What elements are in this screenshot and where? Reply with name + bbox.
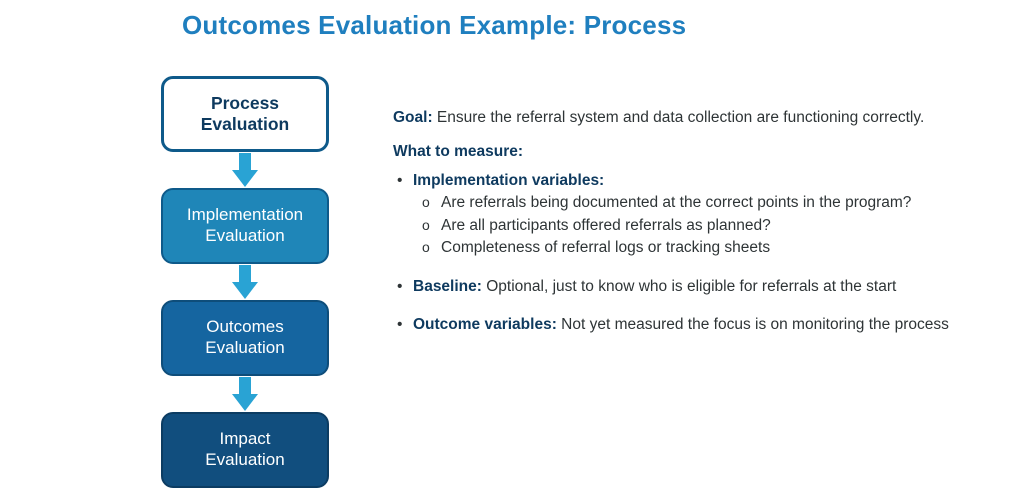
list-item xyxy=(413,193,1013,213)
hollow-bullet-icon: o xyxy=(422,194,430,211)
flow-node-impact-evaluation-line2: Evaluation xyxy=(205,450,285,469)
flow-arrow-3 xyxy=(161,376,329,412)
measure-bullet-list xyxy=(393,171,1013,336)
what-to-measure-heading xyxy=(393,142,1013,162)
page-title: Outcomes Evaluation Example: Process xyxy=(182,10,687,40)
list-item-text: Are referrals being documented at the correct points in the program? xyxy=(441,194,912,212)
flow-node-outcomes-evaluation[interactable] xyxy=(161,300,329,376)
down-arrow-icon xyxy=(232,153,258,187)
bullet-dot-icon: • xyxy=(397,277,403,295)
implementation-sub-list xyxy=(413,193,1013,258)
list-item-text: Completeness of referral logs or tracking sheets xyxy=(441,239,771,257)
baseline-label: Baseline: xyxy=(413,277,482,295)
flow-node-process-evaluation[interactable] xyxy=(161,76,329,152)
hollow-bullet-icon: o xyxy=(422,216,430,233)
goal-label: Goal: xyxy=(393,109,433,126)
hollow-bullet-icon: o xyxy=(422,239,430,256)
flow-node-outcomes-evaluation-line1: Outcomes xyxy=(206,317,284,337)
down-arrow-icon xyxy=(232,265,258,299)
outcome-variables-label: Outcome variables: xyxy=(413,316,557,334)
outcome-variables-text: Not yet measured the focus is on monitoring the process xyxy=(556,316,949,334)
bullet-outcome-variables xyxy=(393,315,1013,335)
list-item xyxy=(413,238,1013,258)
bullet-dot-icon: • xyxy=(397,171,403,189)
spacer xyxy=(393,301,1013,315)
flow-node-implementation-evaluation-line2: Evaluation xyxy=(205,226,285,245)
flow-node-process-evaluation-line2: Evaluation xyxy=(200,114,290,134)
list-item-text: Are all participants offered referrals as planned? xyxy=(441,216,771,234)
flow-arrow-2 xyxy=(161,264,329,300)
flow-node-impact-evaluation[interactable] xyxy=(161,412,329,488)
process-flow-diagram xyxy=(161,76,329,488)
flow-node-process-evaluation-line1: Process xyxy=(210,92,280,113)
down-arrow-icon xyxy=(232,377,258,411)
bullet-implementation-variables xyxy=(393,171,1013,259)
baseline-text: Optional, just to know who is eligible for referrals at the start xyxy=(481,277,897,295)
flow-arrow-1 xyxy=(161,152,329,188)
bullet-baseline xyxy=(393,277,1013,297)
flow-node-implementation-evaluation[interactable] xyxy=(161,188,329,264)
details-panel xyxy=(393,108,1013,340)
flow-node-outcomes-evaluation-line2: Evaluation xyxy=(205,338,285,357)
flow-node-implementation-evaluation-line1: Implementation xyxy=(186,205,304,225)
bullet-dot-icon: • xyxy=(397,316,403,334)
implementation-variables-label: Implementation variables: xyxy=(413,171,605,189)
flow-node-impact-evaluation-line1: Impact xyxy=(219,429,271,449)
goal-paragraph xyxy=(393,108,1013,128)
what-to-measure-label: What to measure: xyxy=(393,143,524,161)
goal-text: Ensure the referral system and data collection are functioning correctly. xyxy=(432,109,925,126)
list-item xyxy=(413,216,1013,236)
spacer xyxy=(393,263,1013,277)
